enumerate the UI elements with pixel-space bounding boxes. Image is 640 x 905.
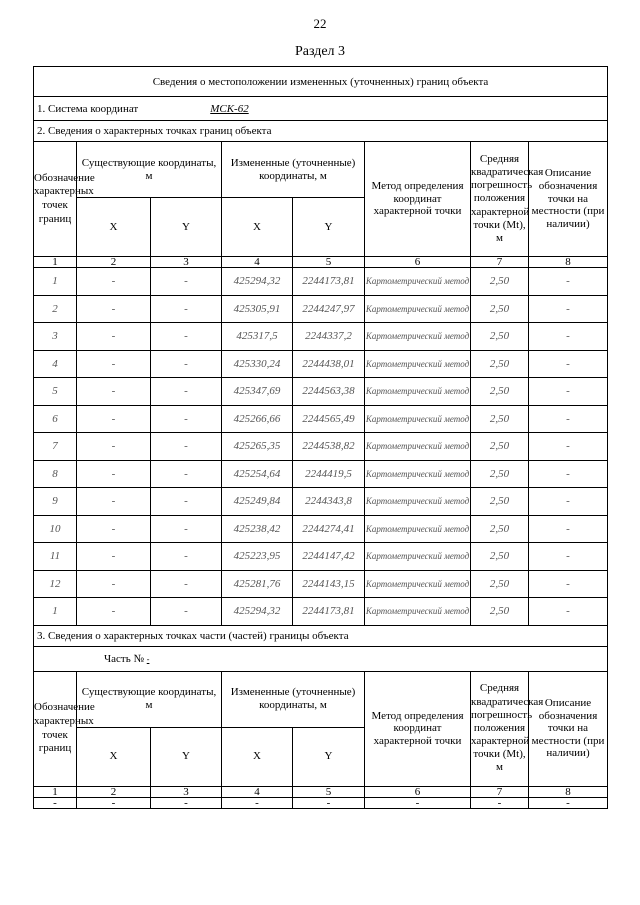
cell-x: 425265,35 [222,433,293,461]
cell-point: 1 [34,598,77,626]
table-row [34,405,608,433]
cell-y: 2244147,42 [293,543,365,571]
cell-point: 4 [34,350,77,378]
cell-point: 3 [34,323,77,351]
header-existing-y: Y [151,727,222,786]
cell-x: 425266,66 [222,405,293,433]
part-row [34,646,608,671]
cell-point: 2 [34,295,77,323]
column-number: 8 [529,257,608,268]
cell-existing-y: - [151,797,222,808]
cell-y: 2244247,97 [293,295,365,323]
cell-existing-x: - [77,460,151,488]
header-changed-y: Y [293,198,365,257]
cell-description: - [529,433,608,461]
cell-accuracy: 2,50 [471,268,529,296]
section-title: Раздел 3 [294,44,346,59]
cell-method: Картометрический метод [365,378,471,406]
cell-point: 1 [34,268,77,296]
table-row [34,515,608,543]
cell-description: - [529,598,608,626]
cell-description: - [529,488,608,516]
cell-description: - [529,570,608,598]
cell-y: 2244173,81 [293,268,365,296]
cell-accuracy: 2,50 [471,515,529,543]
cell-y: 2244419,5 [293,460,365,488]
cell-point: - [34,797,77,808]
cell-point: 9 [34,488,77,516]
header-existing-coords: Существующие координаты, м [77,671,222,727]
cell-accuracy: 2,50 [471,543,529,571]
table-row [34,460,608,488]
cell-accuracy: 2,50 [471,350,529,378]
cell-x: 425294,32 [222,598,293,626]
header-changed-coords: Измененные (уточненные) координаты, м [222,671,365,727]
cell-x: 425330,24 [222,350,293,378]
column-number: 6 [365,786,471,797]
cell-x: 425238,42 [222,515,293,543]
cell-x: 425254,64 [222,460,293,488]
table-row [34,488,608,516]
cell-description: - [529,378,608,406]
header-description: Описание обозначения точки на местности (при наличии) [529,142,608,257]
cell-description: - [529,797,608,808]
table-row [34,797,608,808]
cell-x: 425249,84 [222,488,293,516]
cell-existing-x: - [77,433,151,461]
coord-system-label: 1. Система координат [37,102,139,115]
table-row [34,378,608,406]
column-number: 3 [151,257,222,268]
table-row [34,598,608,626]
cell-existing-x: - [77,515,151,543]
header-point-designation: Обозначение характерных точек границ [34,671,77,786]
cell-description: - [529,405,608,433]
header-changed-y: Y [293,727,365,786]
cell-accuracy: 2,50 [471,460,529,488]
table-row [34,350,608,378]
cell-y: 2244563,38 [293,378,365,406]
cell-x: 425223,95 [222,543,293,571]
cell-description: - [529,323,608,351]
column-number: 1 [34,786,77,797]
cell-method: Картометрический метод [365,515,471,543]
cell-existing-x: - [77,268,151,296]
cell-existing-y: - [151,268,222,296]
cell-x: 425294,32 [222,268,293,296]
cell-existing-x: - [77,350,151,378]
cell-existing-x: - [77,598,151,626]
page-number: 22 [313,16,327,31]
cell-y: 2244438,01 [293,350,365,378]
cell-accuracy: - [471,797,529,808]
cell-description: - [529,543,608,571]
column-number: 7 [471,257,529,268]
header-existing-x: X [77,198,151,257]
cell-method: Картометрический метод [365,460,471,488]
part-number: - [146,654,150,664]
cell-existing-y: - [151,488,222,516]
cell-existing-y: - [151,378,222,406]
part-label: Часть № [104,652,144,665]
header-accuracy: Средняя квадратическая погрешность положения характерной точки (Mt), м [471,142,529,257]
column-number: 2 [77,786,151,797]
cell-x: 425347,69 [222,378,293,406]
cell-method: Картометрический метод [365,295,471,323]
cell-description: - [529,295,608,323]
cell-x: 425317,5 [222,323,293,351]
table-row [34,268,608,296]
cell-method: Картометрический метод [365,268,471,296]
cell-accuracy: 2,50 [471,295,529,323]
column-number: 5 [293,786,365,797]
cell-y: - [293,797,365,808]
cell-existing-x: - [77,797,151,808]
cell-y: 2244538,82 [293,433,365,461]
cell-point: 6 [34,405,77,433]
column-number: 5 [293,257,365,268]
header-description: Описание обозначения точки на местности (при наличии) [529,671,608,786]
header-method: Метод определения координат характерной точки [365,671,471,786]
cell-existing-y: - [151,350,222,378]
cell-existing-x: - [77,570,151,598]
parts-section-title: 3. Сведения о характерных точках части (частей) границы объекта [34,625,608,646]
cell-point: 5 [34,378,77,406]
header-existing-coords: Существующие координаты, м [77,142,222,198]
cell-x: 425305,91 [222,295,293,323]
column-numbers-row [34,257,608,268]
cell-existing-y: - [151,543,222,571]
cell-existing-x: - [77,543,151,571]
cell-description: - [529,350,608,378]
cell-point: 11 [34,543,77,571]
table-row [34,433,608,461]
cell-y: 2244143,15 [293,570,365,598]
header-accuracy: Средняя квадратическая погрешность положения характерной точки (Mt), м [471,671,529,786]
cell-y: 2244343,8 [293,488,365,516]
cell-method: Картометрический метод [365,543,471,571]
cell-point: 8 [34,460,77,488]
header-changed-coords: Измененные (уточненные) координаты, м [222,142,365,198]
header-existing-y: Y [151,198,222,257]
header-changed-x: X [222,198,293,257]
cell-existing-y: - [151,433,222,461]
coord-system-row [34,97,608,121]
table-row [34,543,608,571]
column-number: 2 [77,257,151,268]
table-row [34,323,608,351]
cell-existing-x: - [77,378,151,406]
column-numbers-row [34,786,608,797]
column-number: 7 [471,786,529,797]
cell-description: - [529,460,608,488]
header-method: Метод определения координат характерной точки [365,142,471,257]
cell-existing-y: - [151,570,222,598]
cell-existing-y: - [151,515,222,543]
column-number: 3 [151,786,222,797]
cell-existing-y: - [151,460,222,488]
points-section-title: 2. Сведения о характерных точках границ объекта [34,121,608,142]
table-row [34,295,608,323]
header-changed-x: X [222,727,293,786]
column-number: 4 [222,257,293,268]
cell-y: 2244173,81 [293,598,365,626]
cell-existing-x: - [77,295,151,323]
cell-method: Картометрический метод [365,405,471,433]
cell-existing-y: - [151,295,222,323]
cell-point: 12 [34,570,77,598]
header-existing-x: X [77,727,151,786]
column-number: 1 [34,257,77,268]
cell-accuracy: 2,50 [471,405,529,433]
cell-y: 2244565,49 [293,405,365,433]
cell-y: 2244274,41 [293,515,365,543]
cell-accuracy: 2,50 [471,323,529,351]
header-point-designation: Обозначение характерных точек границ [34,142,77,257]
cell-accuracy: 2,50 [471,598,529,626]
cell-existing-x: - [77,323,151,351]
cell-existing-y: - [151,405,222,433]
cell-point: 10 [34,515,77,543]
table-row [34,570,608,598]
cell-accuracy: 2,50 [471,378,529,406]
cell-method: Картометрический метод [365,323,471,351]
cell-existing-x: - [77,405,151,433]
cell-accuracy: 2,50 [471,570,529,598]
table-title: Сведения о местоположении измененных (уточненных) границ объекта [34,67,608,97]
column-number: 8 [529,786,608,797]
cell-x: - [222,797,293,808]
cell-existing-y: - [151,323,222,351]
cell-method: Картометрический метод [365,570,471,598]
cell-method: Картометрический метод [365,598,471,626]
cell-accuracy: 2,50 [471,433,529,461]
column-number: 4 [222,786,293,797]
cell-point: 7 [34,433,77,461]
cell-description: - [529,515,608,543]
column-number: 6 [365,257,471,268]
cell-accuracy: 2,50 [471,488,529,516]
cell-method: Картометрический метод [365,488,471,516]
cell-method: Картометрический метод [365,350,471,378]
cell-method: - [365,797,471,808]
coord-system-value: МСК-62 [210,102,249,115]
cell-method: Картометрический метод [365,433,471,461]
cell-existing-y: - [151,598,222,626]
cell-x: 425281,76 [222,570,293,598]
boundaries-table [33,66,608,809]
cell-description: - [529,268,608,296]
cell-y: 2244337,2 [293,323,365,351]
cell-existing-x: - [77,488,151,516]
